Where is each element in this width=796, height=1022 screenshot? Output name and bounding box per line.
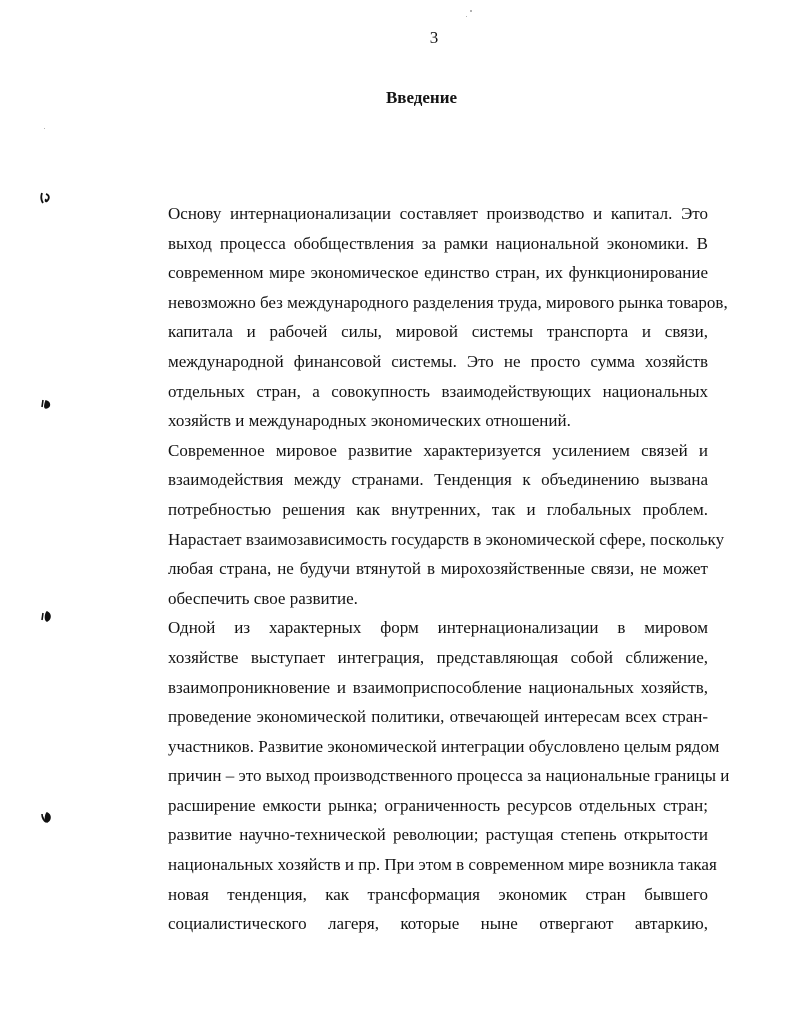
text-line: хозяйстве выступает интеграция, представляющая собой сближение,: [168, 647, 708, 667]
text-line: Одной из характерных форм интернационализации в мировом: [168, 618, 708, 638]
text-line: взаимопроникновение и взаимоприспособление национальных хозяйств,: [168, 677, 708, 697]
text-line: невозможно без международного разделения труда, мирового рынка товаров,: [168, 292, 728, 312]
text-line: проведение экономической политики, отвечающей интересам всех стран-: [168, 707, 708, 727]
section-title: Введение: [385, 88, 458, 107]
text-line: капитала и рабочей силы, мировой системы транспорта и связи,: [168, 322, 708, 342]
text-line: современном мире экономическое единство стран, их функционирование: [168, 263, 708, 283]
scan-speck: [470, 10, 472, 12]
text-line: расширение емкости рынка; ограниченность ресурсов отдельных стран;: [168, 795, 708, 815]
binding-hole-mark-icon: [40, 398, 54, 410]
body-text: [121, 199, 730, 939]
text-line: Основу интернационализации составляет производство и капитал. Это: [168, 204, 708, 223]
binding-hole-mark-icon: [40, 811, 54, 823]
scan-speck: [466, 16, 467, 17]
text-line: причин – это выход производственного процесса за национальные границы и: [168, 766, 730, 786]
text-line: взаимодействия между странами. Тенденция к объединению вызвана: [168, 470, 708, 490]
text-line: отдельных стран, а совокупность взаимодействующих национальных: [168, 381, 708, 401]
page-number: 3: [429, 28, 439, 47]
binding-hole-mark-icon: [40, 610, 54, 622]
text-line: любая страна, не будучи втянутой в мирохозяйственные связи, не может: [168, 559, 708, 579]
text-line: Нарастает взаимозависимость государств в экономической сфере, поскольку: [168, 529, 725, 549]
binding-hole-mark-icon: [40, 192, 54, 204]
text-line: международной финансовой системы. Это не просто сумма хозяйств: [168, 351, 708, 371]
text-line: Современное мировое развитие характеризуется усилением связей и: [168, 440, 708, 460]
scan-speck: [44, 128, 45, 129]
text-line: участников. Развитие экономической интеграции обусловлено целым рядом: [168, 736, 720, 756]
text-line: новая тенденция, как трансформация экономик стран бывшего: [168, 884, 708, 904]
text-line: обеспечить свое развитие.: [168, 588, 358, 608]
text-line: социалистического лагеря, которые ныне отвергают автаркию,: [168, 914, 708, 934]
text-line: выход процесса обобществления за рамки национальной экономики. В: [168, 233, 708, 253]
text-line: национальных хозяйств и пр. При этом в современном мире возникла такая: [168, 855, 717, 875]
text-line: хозяйств и международных экономических отношений.: [168, 411, 571, 431]
paragraph: [121, 613, 730, 939]
text-line: потребностью решения как внутренних, так и глобальных проблем.: [168, 499, 708, 519]
text-line: развитие научно-технической революции; растущая степень открытости: [168, 825, 708, 845]
paragraph: [121, 436, 725, 614]
paragraph: [121, 199, 728, 436]
